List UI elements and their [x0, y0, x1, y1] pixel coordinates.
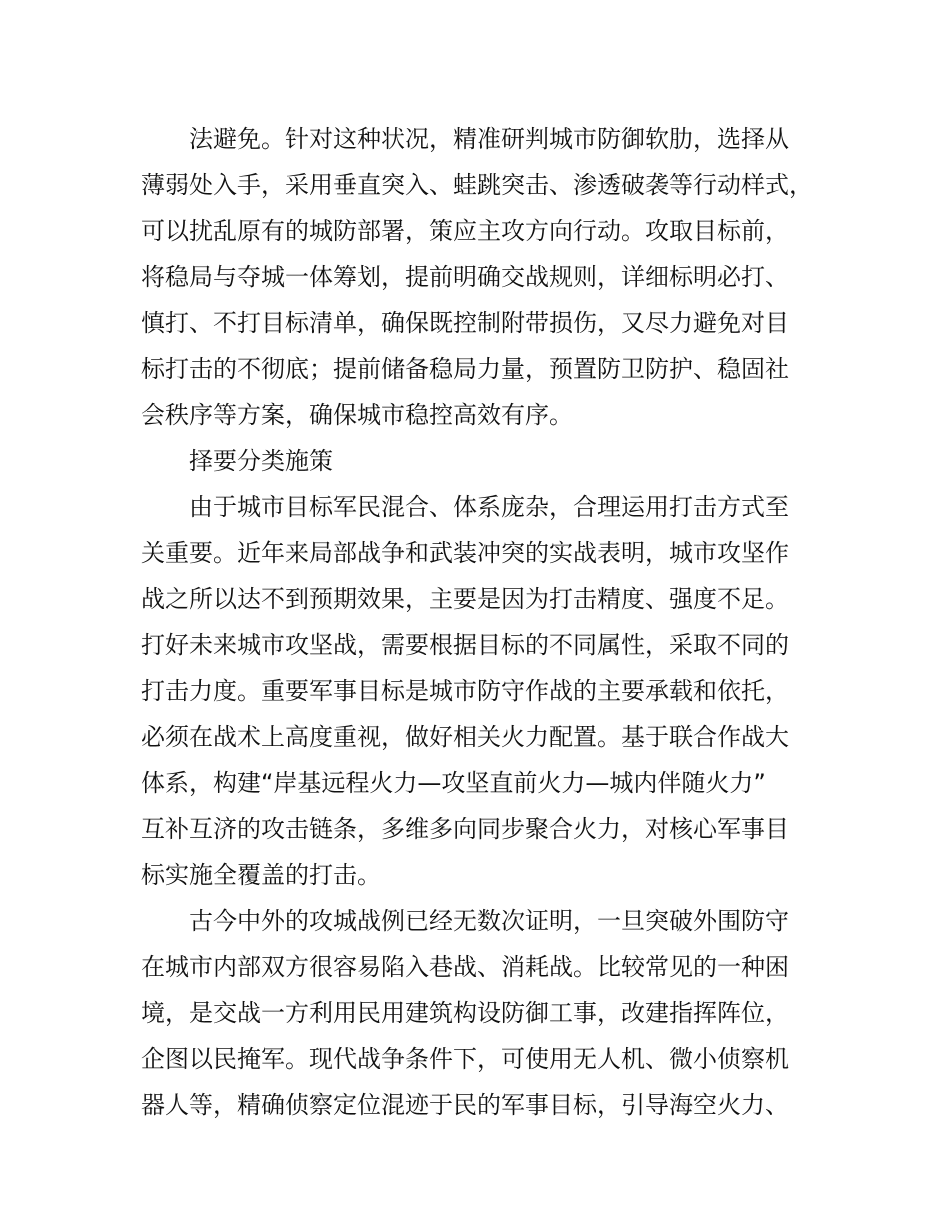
text-line: 战之所以达不到预期效果，主要是因为打击精度、强度不足。	[141, 585, 789, 613]
text-line: 关重要。近年来局部战争和武装冲突的实战表明，城市攻坚作	[141, 539, 789, 567]
text-line: 打好未来城市攻坚战，需要根据目标的不同属性，采取不同的	[141, 631, 789, 659]
text-line: 必须在战术上高度重视，做好相关火力配置。基于联合作战大	[141, 723, 789, 751]
text-line: 境，是交战一方利用民用建筑构设防御工事，改建指挥阵位，	[141, 999, 789, 1027]
text-line: 古今中外的攻城战例已经无数次证明，一旦突破外围防守	[141, 907, 789, 935]
text-line: 标实施全覆盖的打击。	[141, 861, 381, 889]
text-line: 法避免。针对这种状况，精准研判城市防御软肋，选择从	[141, 125, 789, 153]
text-line: 互补互济的攻击链条，多维多向同步聚合火力，对核心军事目	[141, 815, 789, 843]
text-line: 体系，构建“岸基远程火力—攻坚直前火力—城内伴随火力”	[141, 769, 766, 797]
section-heading: 择要分类施策	[141, 447, 333, 475]
text-line: 薄弱处入手，采用垂直突入、蛙跳突击、渗透破袭等行动样式，	[141, 171, 813, 199]
text-line: 将稳局与夺城一体筹划，提前明确交战规则，详细标明必打、	[141, 263, 789, 291]
text-line: 由于城市目标军民混合、体系庞杂，合理运用打击方式至	[141, 493, 789, 521]
text-line: 会秩序等方案，确保城市稳控高效有序。	[141, 401, 573, 429]
text-line: 在城市内部双方很容易陷入巷战、消耗战。比较常见的一种困	[141, 953, 789, 981]
text-line: 标打击的不彻底；提前储备稳局力量，预置防卫防护、稳固社	[141, 355, 789, 383]
text-line: 打击力度。重要军事目标是城市防守作战的主要承载和依托，	[141, 677, 789, 705]
text-line: 企图以民掩军。现代战争条件下，可使用无人机、微小侦察机	[141, 1045, 789, 1073]
text-line: 慎打、不打目标清单，确保既控制附带损伤，又尽力避免对目	[141, 309, 789, 337]
text-line: 器人等，精确侦察定位混迹于民的军事目标，引导海空火力、	[141, 1091, 789, 1119]
article-body	[141, 116, 831, 1128]
text-line: 可以扰乱原有的城防部署，策应主攻方向行动。攻取目标前，	[141, 217, 789, 245]
